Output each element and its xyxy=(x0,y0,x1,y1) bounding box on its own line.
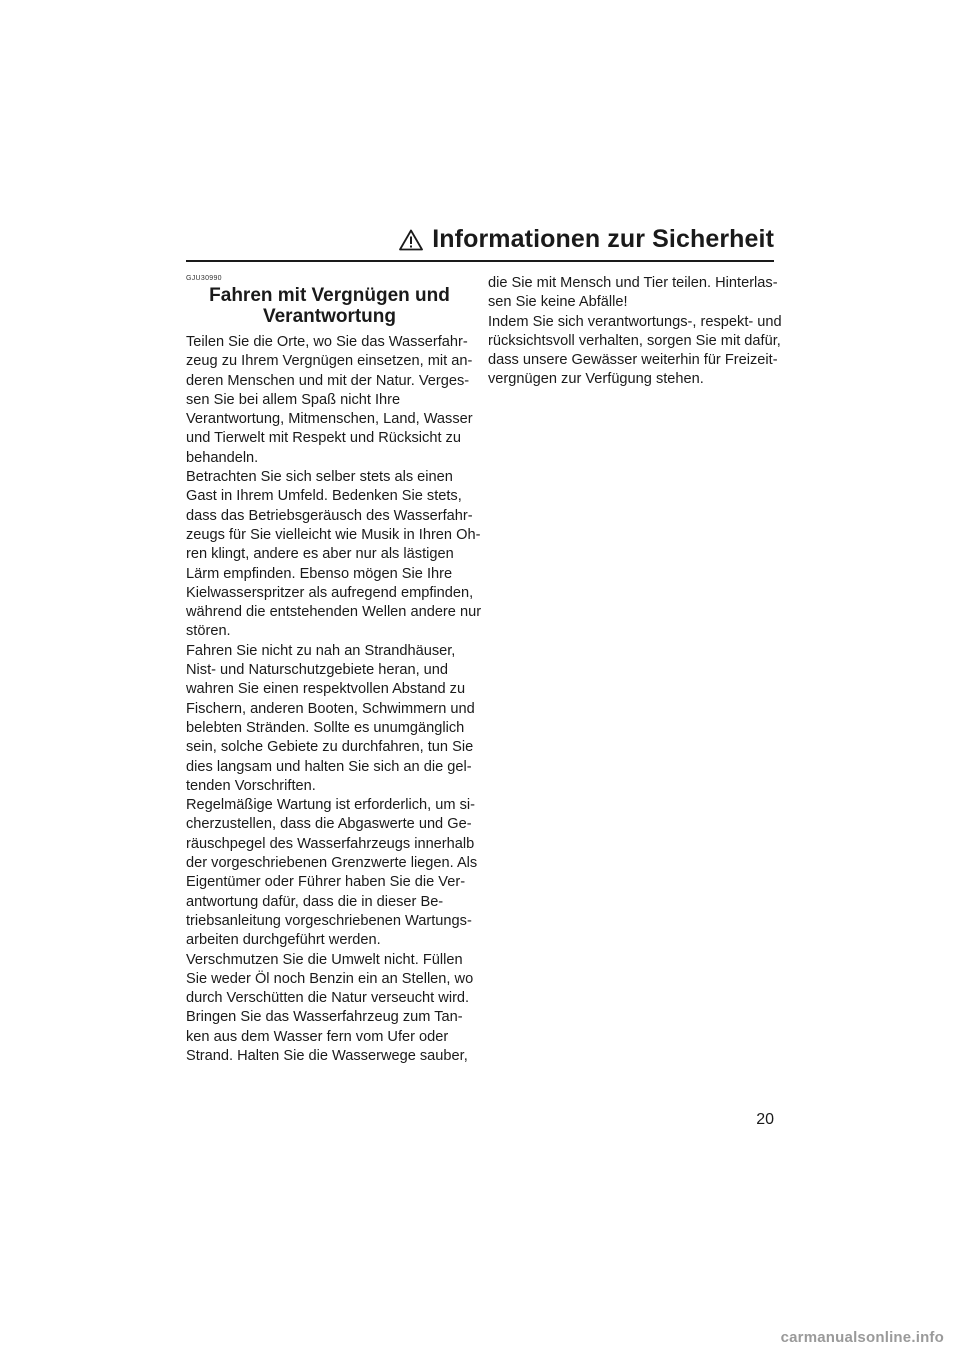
section-heading-line: Verantwortung xyxy=(262,306,396,327)
body-text-line: Fischern, anderen Booten, Schwimmern und xyxy=(186,700,475,717)
body-text-line: sen Sie keine Abfälle! xyxy=(488,294,628,311)
body-text-line: dass unsere Gewässer weiterhin für Freizeit- xyxy=(488,352,778,369)
page-header xyxy=(186,222,774,262)
section-heading-line: Fahren mit Vergnügen und xyxy=(209,285,450,306)
body-text-line: durch Verschütten die Natur verseucht wird. xyxy=(186,990,470,1007)
body-text-line: zeug zu Ihrem Vergnügen einsetzen, mit an- xyxy=(186,353,473,370)
body-text-line: dass das Betriebsgeräusch des Wasserfahr- xyxy=(186,507,473,524)
section-code: GJU30990 xyxy=(186,275,222,282)
body-text-line: Sie weder Öl noch Benzin ein an Stellen, wo xyxy=(186,970,474,987)
body-text-line: deren Menschen und mit der Natur. Verges- xyxy=(186,372,470,389)
right-body-text xyxy=(488,274,782,390)
right-column xyxy=(488,274,782,390)
body-text-line: sein, solche Gebiete zu durchfahren, tun Sie xyxy=(186,739,474,756)
body-text-line: ren klingt, andere es aber nur als lästigen xyxy=(186,546,454,563)
left-column xyxy=(186,274,482,1066)
body-text-line: behandeln. xyxy=(186,449,259,466)
body-text-line: Teilen Sie die Orte, wo Sie das Wasserfahr- xyxy=(186,334,468,350)
body-text-line: Kielwasserspritzer als aufregend empfinden, xyxy=(186,584,474,601)
body-text-line: antwortung dafür, dass die in dieser Be- xyxy=(186,893,444,910)
body-text-line: Betrachten Sie sich selber stets als einen xyxy=(186,469,453,486)
body-text-line: vergnügen zur Verfügung stehen. xyxy=(488,371,704,388)
body-text-line: Indem Sie sich verantwortungs-, respekt- und xyxy=(488,313,782,330)
body-text-line: während die entstehenden Wellen andere nur xyxy=(186,604,482,621)
warning-triangle-icon xyxy=(399,229,423,251)
body-text-line: dies langsam und halten Sie sich an die gel- xyxy=(186,758,472,775)
body-text-line: der vorgeschriebenen Grenzwerte liegen. Als xyxy=(186,855,478,872)
section-heading xyxy=(186,285,473,327)
body-text-line: ken aus dem Wasser fern vom Ufer oder xyxy=(186,1028,449,1045)
body-text-line: die Sie mit Mensch und Tier teilen. Hinterlas- xyxy=(488,275,778,291)
body-text-line: Strand. Halten Sie die Wasserwege sauber, xyxy=(186,1047,468,1064)
body-text-line: wahren Sie einen respektvollen Abstand zu xyxy=(186,681,466,698)
body-text-line: Gast in Ihrem Umfeld. Bedenken Sie stets, xyxy=(186,488,462,505)
body-text-line: Lärm empfinden. Ebenso mögen Sie Ihre xyxy=(186,565,453,582)
left-body-text xyxy=(186,333,482,1066)
header-title-group xyxy=(399,225,774,254)
body-text-line: arbeiten durchgeführt werden. xyxy=(186,932,381,949)
page-title: Informationen zur Sicherheit xyxy=(432,225,774,253)
body-text-line: zeugs für Sie vielleicht wie Musik in Ihren Oh- xyxy=(186,526,481,543)
body-text-line: räuschpegel des Wasserfahrzeugs innerhalb xyxy=(186,835,475,852)
body-text-line: Verschmutzen Sie die Umwelt nicht. Füllen xyxy=(186,951,463,968)
body-text-line: cherzustellen, dass die Abgaswerte und Ge- xyxy=(186,816,472,833)
body-text-line: Nist- und Naturschutzgebiete heran, und xyxy=(186,662,449,679)
body-text-line: Eigentümer oder Führer haben Sie die Ver- xyxy=(186,874,466,891)
body-text-line: Fahren Sie nicht zu nah an Strandhäuser, xyxy=(186,642,456,659)
body-text-line: rücksichtsvoll verhalten, sorgen Sie mit dafür, xyxy=(488,332,781,349)
body-text-line: stören. xyxy=(186,623,231,640)
body-text-line: triebsanleitung vorgeschriebenen Wartungs- xyxy=(186,912,472,929)
body-text-line: Verantwortung, Mitmenschen, Land, Wasser xyxy=(186,411,473,428)
body-text-line: und Tierwelt mit Respekt und Rücksicht zu xyxy=(186,430,461,447)
body-text-line: tenden Vorschriften. xyxy=(186,777,316,794)
body-text-line: Regelmäßige Wartung ist erforderlich, um si- xyxy=(186,797,475,814)
body-text-line: Bringen Sie das Wasserfahrzeug zum Tan- xyxy=(186,1009,463,1026)
page-number: 20 xyxy=(756,1111,774,1128)
body-text-line: belebten Stränden. Sollte es unumgänglich xyxy=(186,719,465,736)
watermark-text: carmanualsonline.info xyxy=(780,1329,944,1346)
body-text-line: sen Sie bei allem Spaß nicht Ihre xyxy=(186,391,401,408)
